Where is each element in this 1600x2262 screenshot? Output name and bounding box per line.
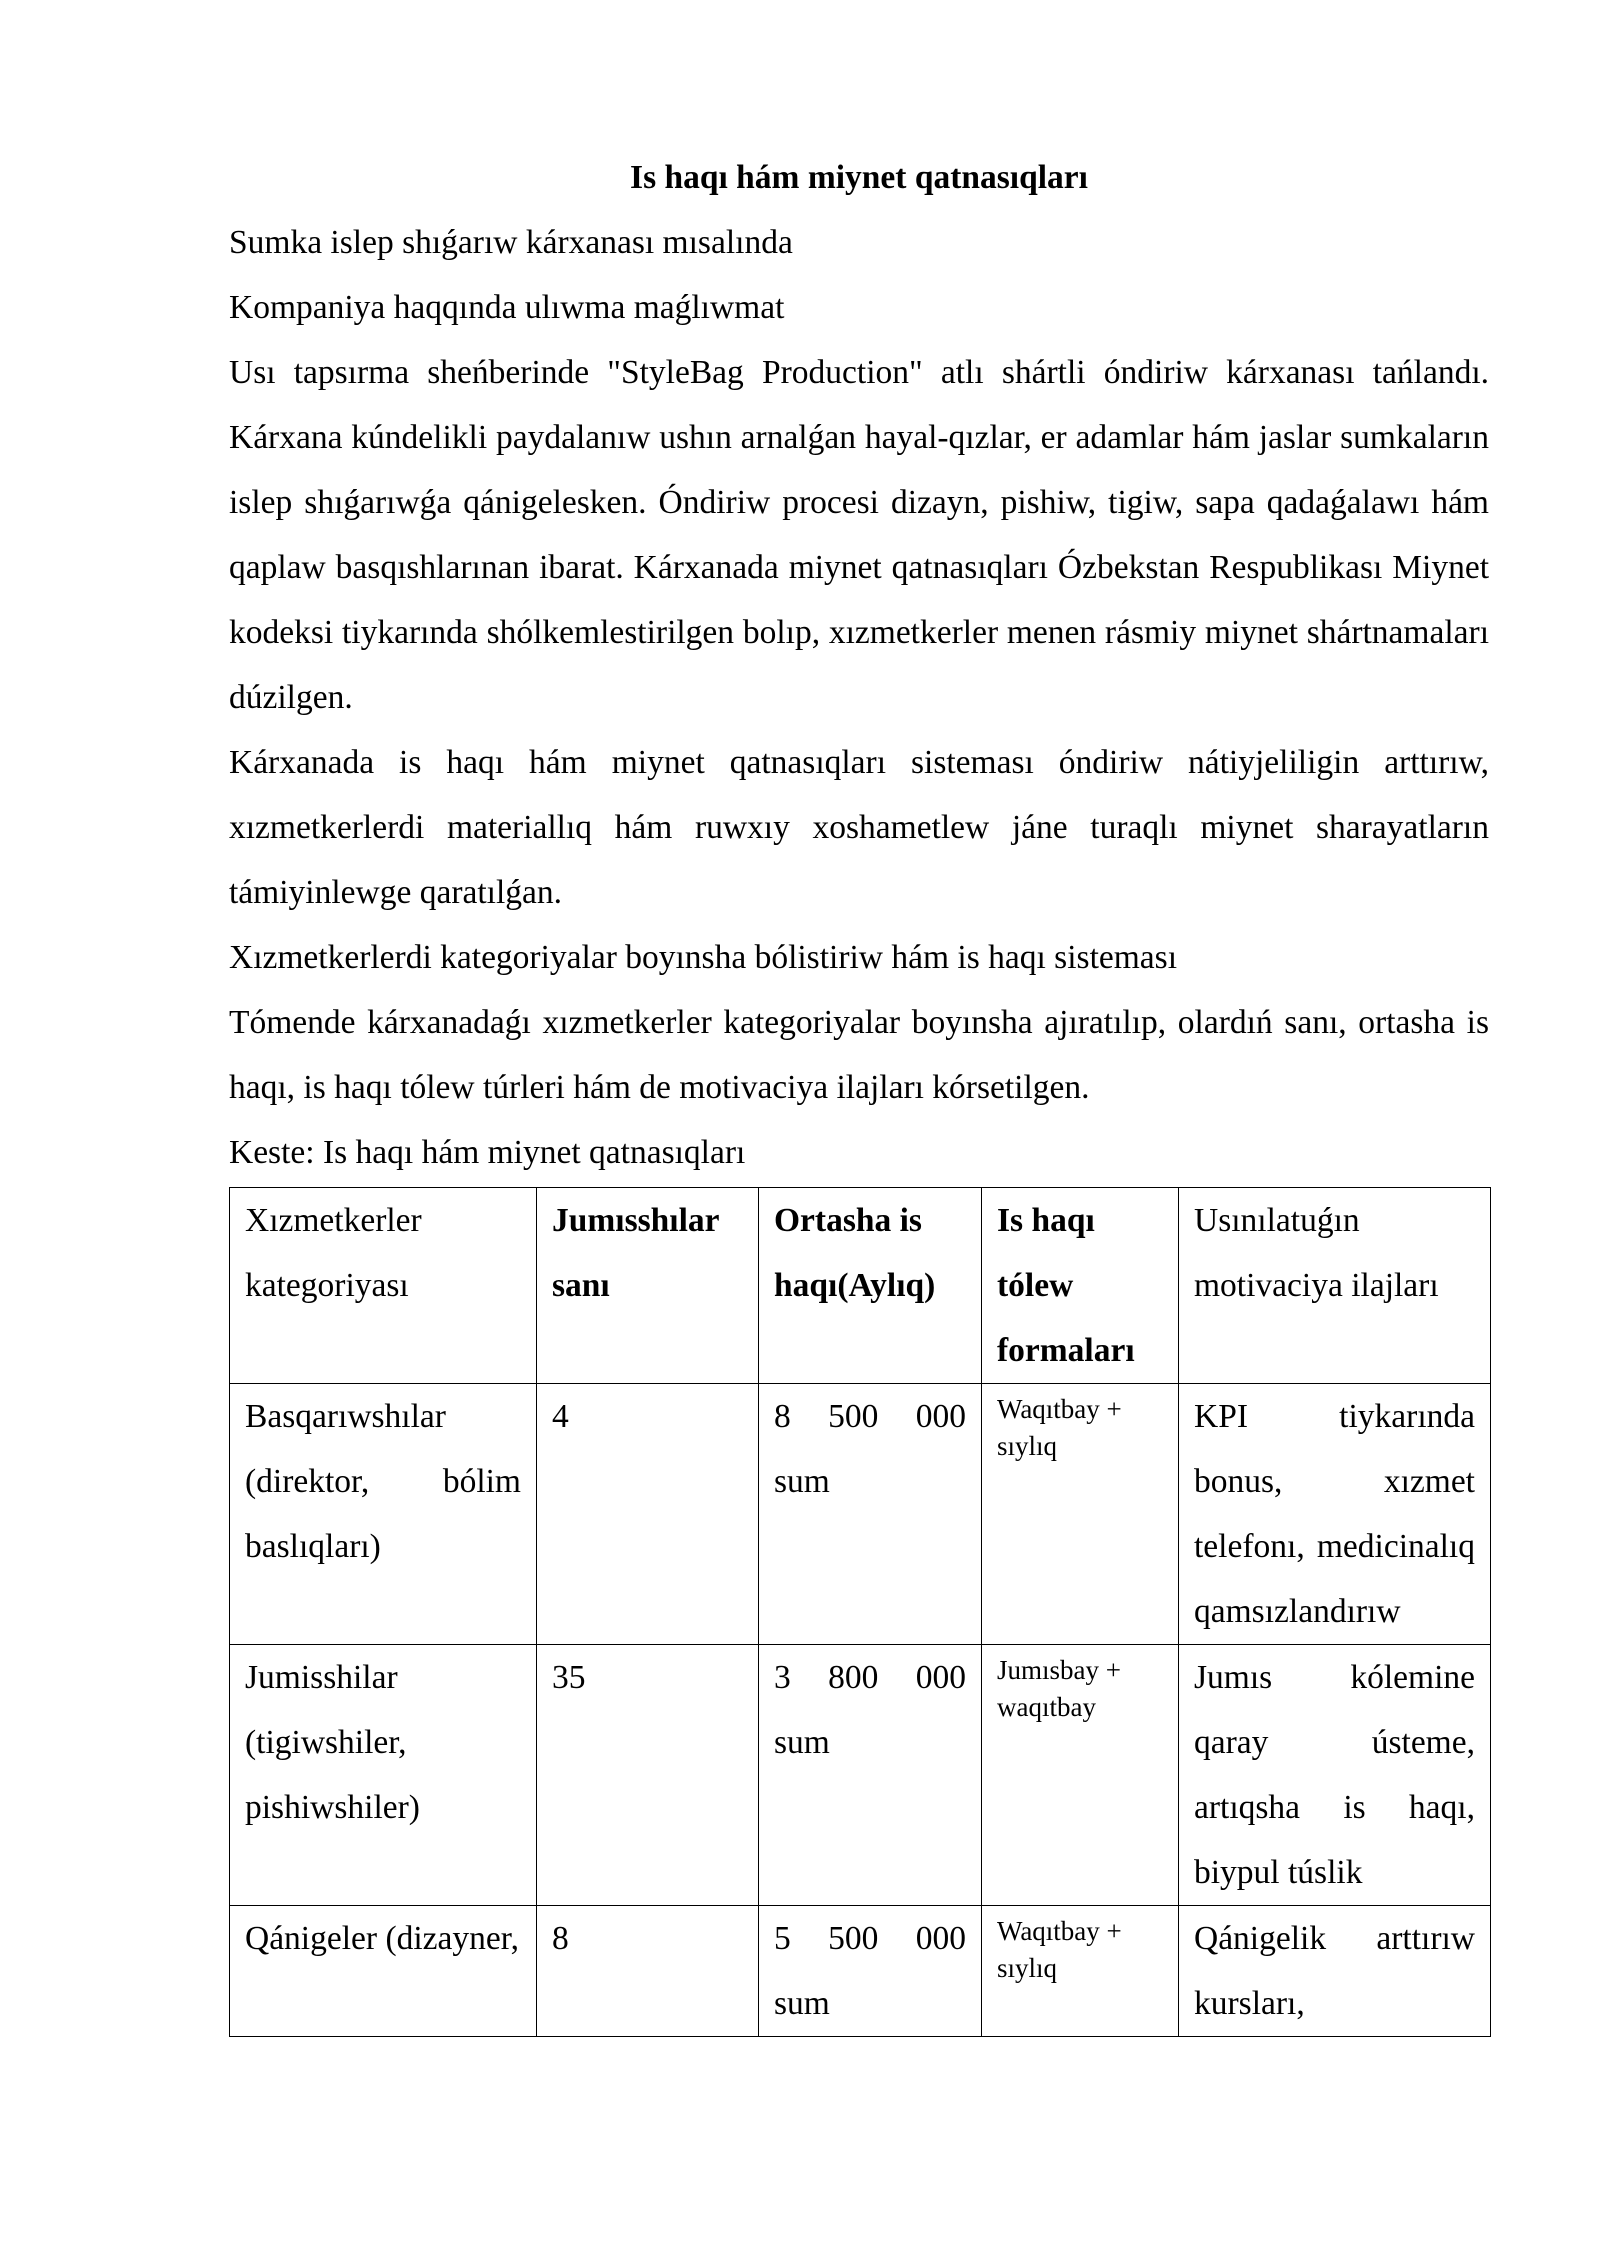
header-salary: Ortasha is haqı(Aylıq) xyxy=(759,1188,982,1384)
cell-salary: 8 500 000 sum xyxy=(759,1384,982,1645)
cell-category: Qánigeler (dizayner, xyxy=(230,1906,537,2037)
cell-salary: 3 800 000 sum xyxy=(759,1645,982,1906)
header-payment-form: Is haqı tólew formaları xyxy=(982,1188,1179,1384)
cell-motivation: Jumıs kólemine qaray ústeme, artıqsha is haqı, biypul túslik xyxy=(1179,1645,1491,1906)
cell-count: 35 xyxy=(537,1645,759,1906)
document-subtitle: Sumka islep shıǵarıw kárxanası mısalında xyxy=(229,224,793,261)
salary-table xyxy=(229,1187,1491,2037)
paragraph-table-intro: Tómende kárxanadaǵı xızmetkerler kategoriyalar boyınsha ajıratılıp, olardıń sanı, ortasha is haqı, is haqı tólew túrleri hám de motivaciya ilajları kórsetilgen. xyxy=(229,1004,1489,1106)
cell-count: 4 xyxy=(537,1384,759,1645)
header-motivation: Usınılatuǵın motivaciya ilajları xyxy=(1179,1188,1491,1384)
table-header-row xyxy=(230,1188,1491,1384)
cell-payment-form: Waqıtbay + sıylıq xyxy=(982,1906,1179,2037)
document-page xyxy=(229,145,1489,2037)
cell-motivation: Qánigelik arttırıw kursları, xyxy=(1179,1906,1491,2037)
section-heading-company: Kompaniya haqqında ulıwma maǵlıwmat xyxy=(229,289,785,326)
cell-count: 8 xyxy=(537,1906,759,2037)
header-category: Xızmetkerler kategoriyası xyxy=(230,1188,537,1384)
table-row xyxy=(230,1384,1491,1645)
section-heading-categories: Xızmetkerlerdi kategoriyalar boyınsha bólistiriw hám is haqı sisteması xyxy=(229,939,1178,976)
table-row xyxy=(230,1906,1491,2037)
cell-salary: 5 500 000 sum xyxy=(759,1906,982,2037)
table-row xyxy=(230,1645,1491,1906)
document-title: Is haqı hám miynet qatnasıqları xyxy=(630,159,1088,196)
paragraph-company-overview: Usı tapsırma sheńberinde "StyleBag Production" atlı shártli óndiriw kárxanası tańlandı. Kárxana kúndelikli paydalanıw ushın arnalǵan hayal-qızlar, er adamlar hám jaslar sumkaların islep shıǵarıwǵa qánigelesken. Óndiriw procesi dizayn, pishiw, tigiw, sapa qadaǵalawı hám qaplaw basqıshlarınan ibarat. Kárxanada miynet qatnasıqları Ózbekstan Respublikası Miynet kodeksi tiykarında shólkemlestirilgen bolıp, xızmetkerler menen rásmiy miynet shártnamaları dúzilgen. xyxy=(229,354,1489,716)
cell-category: Basqarıwshılar (direktor, bólim baslıqları) xyxy=(230,1384,537,1645)
cell-payment-form: Waqıtbay + sıylıq xyxy=(982,1384,1179,1645)
paragraph-salary-system-goal: Kárxanada is haqı hám miynet qatnasıqları sisteması óndiriw nátiyjeliligin arttırıw, xızmetkerlerdi materiallıq hám ruwxıy xoshametlew jáne turaqlı miynet sharayatların támiyinlewge qaratılǵan. xyxy=(229,744,1489,911)
cell-motivation: KPI tiykarında bonus, xızmet telefonı, medicinalıq qamsızlandırıw xyxy=(1179,1384,1491,1645)
header-count: Jumısshılar sanı xyxy=(537,1188,759,1384)
table-caption: Keste: Is haqı hám miynet qatnasıqları xyxy=(229,1134,746,1171)
cell-payment-form: Jumısbay + waqıtbay xyxy=(982,1645,1179,1906)
cell-category: Jumisshilar (tigiwshiler, pishiwshiler) xyxy=(230,1645,537,1906)
